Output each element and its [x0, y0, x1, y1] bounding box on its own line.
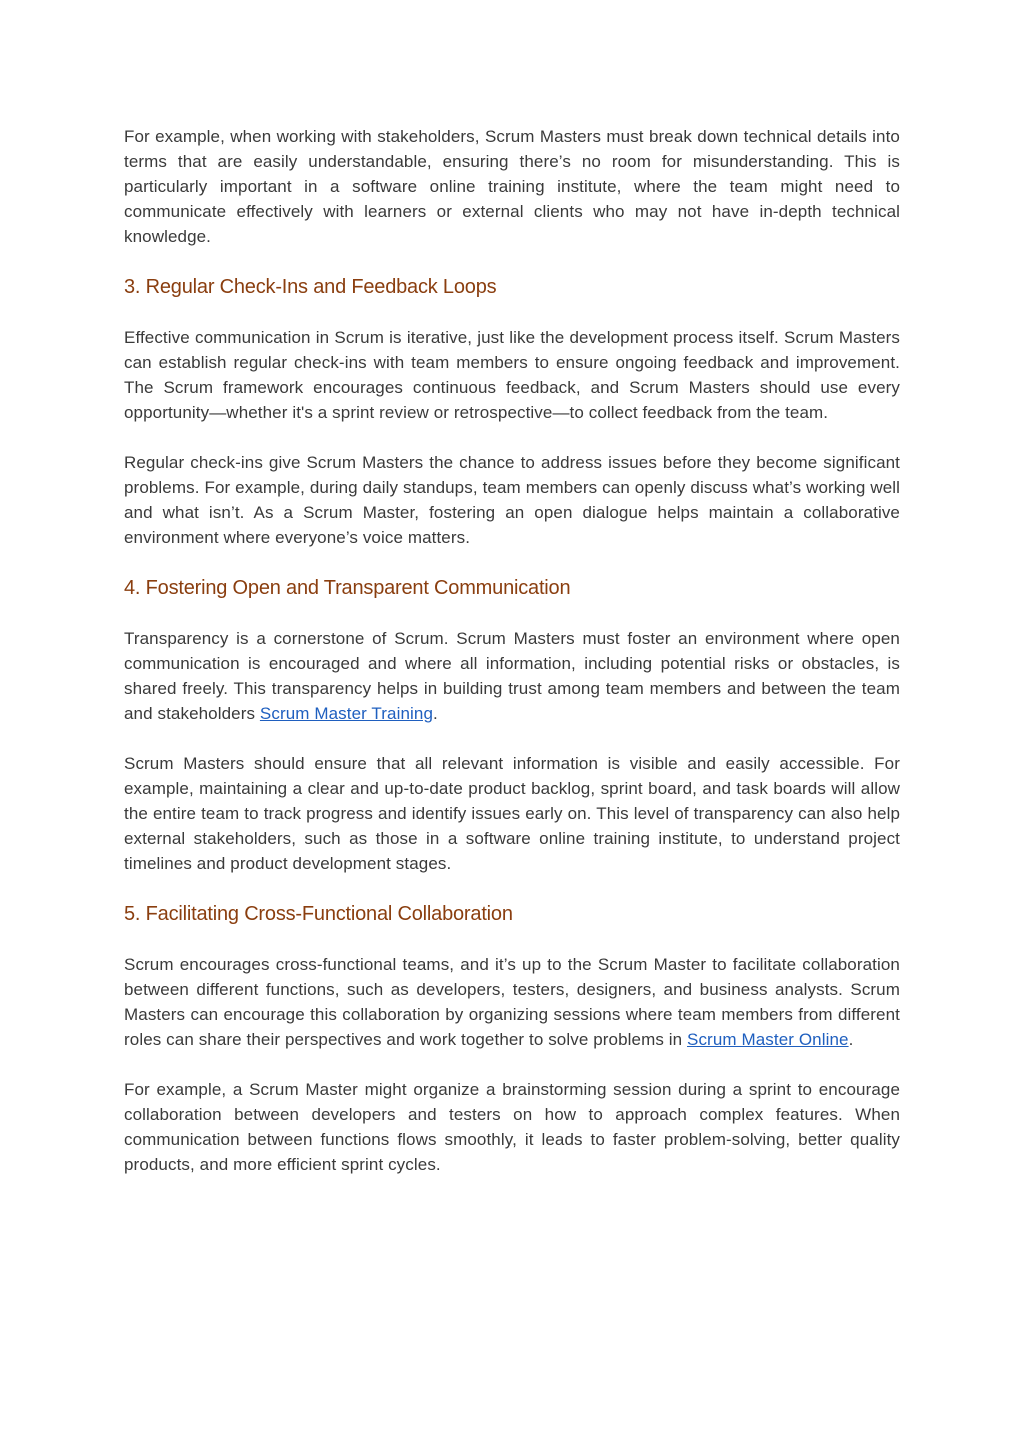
section-4-paragraph-1	[124, 626, 900, 726]
section-4-paragraph-1-end: .	[433, 704, 438, 723]
section-3-heading: 3. Regular Check-Ins and Feedback Loops	[124, 276, 497, 298]
scrum-master-online-link[interactable]: Scrum Master Online	[687, 1030, 849, 1049]
section-3-paragraph-1: Effective communication in Scrum is iterative, just like the development process itself. Scrum Masters can establish regular check-ins with team members to ensure ongoing feedback and improvement. The Scrum framework encourages continuous feedback, and Scrum Masters should use every opportunity—whether it's a sprint review or retrospective—to collect feedback from the team.	[124, 328, 900, 422]
section-5-paragraph-2: For example, a Scrum Master might organize a brainstorming session during a sprint to encourage collaboration between developers and testers on how to approach complex features. When communication between functions flows smoothly, it leads to faster problem-solving, better quality products, and more efficient sprint cycles.	[124, 1080, 900, 1174]
document-page	[124, 124, 900, 1202]
scrum-master-training-link[interactable]: Scrum Master Training	[259, 704, 434, 723]
section-3-paragraph-2: Regular check-ins give Scrum Masters the chance to address issues before they become significant problems. For example, during daily standups, team members can openly discuss what’s working well and what isn’t. As a Scrum Master, fostering an open dialogue helps maintain a collaborative environment where everyone’s voice matters.	[124, 453, 900, 547]
section-4-paragraph-2: Scrum Masters should ensure that all relevant information is visible and easily accessible. For example, maintaining a clear and up-to-date product backlog, sprint board, and task boards will allow the entire team to track progress and identify issues early on. This level of transparency can also help external stakeholders, such as those in a software online training institute, to understand project timelines and product development stages.	[124, 754, 900, 873]
section-4-paragraph-1-text: Transparency is a cornerstone of Scrum. Scrum Masters must foster an environment where open communication is encouraged and where all information, including potential risks or obstacles, is shared freely. This transparency helps in building trust among team members and between the team and stakeholders	[124, 629, 900, 723]
section-4-heading: 4. Fostering Open and Transparent Communication	[124, 577, 571, 599]
section-5-paragraph-1-end: .	[848, 1030, 854, 1049]
intro-paragraph: For example, when working with stakeholders, Scrum Masters must break down technical details into terms that are easily understandable, ensuring there’s no room for misunderstanding. This is particularly important in a software online training institute, where the team might need to communicate effectively with learners or external clients who may not have in-depth technical knowledge.	[124, 127, 900, 246]
section-5-paragraph-1	[124, 952, 900, 1052]
section-5-heading: 5. Facilitating Cross-Functional Collaboration	[124, 903, 513, 925]
section-5-paragraph-1-text: Scrum encourages cross-functional teams, and it’s up to the Scrum Master to facilitate collaboration between different functions, such as developers, testers, designers, and business analysts. Scrum Masters can encourage this collaboration by organizing sessions where team members from different roles can share their perspectives and work together to solve problems in	[124, 955, 900, 1049]
